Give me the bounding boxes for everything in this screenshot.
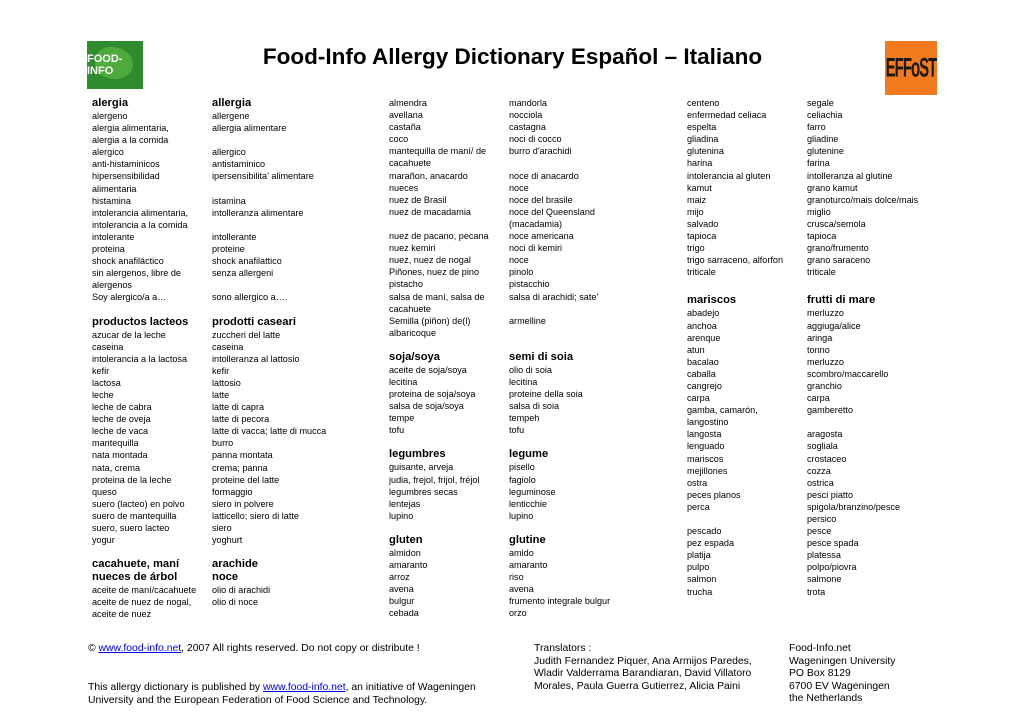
dictionary-entry: peces planos	[687, 489, 741, 500]
dictionary-entry: suero de mantequilla	[92, 510, 177, 521]
dictionary-entry: leche	[92, 389, 114, 400]
dictionary-entry: nuez de Brasil	[389, 194, 447, 205]
dictionary-entry: carpa	[807, 393, 830, 404]
dictionary-entry: leche de vaca	[92, 426, 149, 437]
dictionary-entry: allergico	[212, 147, 246, 158]
dictionary-entry: alergenos	[92, 280, 132, 291]
dictionary-entry: pez espada	[687, 538, 735, 549]
dictionary-entry: glutenine	[807, 146, 844, 157]
dictionary-entry: olio di arachidi	[212, 585, 271, 596]
dictionary-entry: leche de cabra	[92, 402, 152, 413]
dictionary-entry: salsa di soia	[509, 401, 560, 412]
dictionary-entry: glutenina	[687, 146, 724, 157]
address-line: Food-Info.net	[789, 643, 851, 654]
section-spacer	[92, 304, 196, 316]
dictionary-entry: avena	[509, 584, 534, 595]
address-line: Wageningen University	[789, 655, 896, 667]
dictionary-entry: nocciola	[509, 110, 543, 121]
dictionary-entry: aceite de nuez de nogal,	[92, 597, 192, 608]
dictionary-entry: shock anafiláctico	[92, 256, 164, 267]
dictionary-entry: pinolo	[509, 267, 534, 278]
section-spacer	[92, 546, 196, 558]
address-line: PO Box 8129	[789, 668, 851, 679]
food-info-logo	[87, 41, 143, 89]
dictionary-entry: orzo	[509, 608, 527, 619]
dictionary-entry: mariscos	[687, 453, 724, 464]
dictionary-entry: antistaminico	[212, 159, 266, 170]
dictionary-entry: triticale	[687, 267, 716, 278]
dictionary-entry: grano/frumento	[807, 243, 869, 254]
dictionary-entry: farro	[807, 122, 826, 133]
dictionary-entry: alergia a la comida	[92, 135, 169, 146]
dictionary-entry: nuez kemiri	[389, 243, 436, 254]
dictionary-entry: amaranto	[389, 560, 428, 570]
dictionary-entry: noce	[509, 182, 529, 193]
dictionary-entry: Semilla (piñon) de(l)	[389, 315, 471, 326]
dictionary-entry: olio di noce	[212, 597, 259, 608]
dictionary-entry: allergene	[212, 111, 250, 121]
dictionary-entry: pulpo	[687, 562, 710, 573]
dictionary-entry: intolerante	[92, 231, 135, 242]
dictionary-entry: senza allergeni	[212, 268, 274, 279]
dictionary-entry: segale	[807, 98, 834, 108]
dictionary-entry: gamberetto	[807, 405, 854, 416]
dictionary-entry: queso	[92, 486, 117, 497]
dictionary-entry: granchio	[807, 380, 842, 391]
effost-logo	[885, 41, 937, 95]
section-spacer	[389, 339, 489, 351]
dictionary-entry: suero, suero lacteo	[92, 523, 170, 533]
dictionary-entry: sogliala	[807, 441, 838, 452]
dictionary-entry: arroz	[389, 572, 410, 583]
copyright-link[interactable]: www.food-info.net	[98, 643, 182, 654]
dictionary-entry: proteina	[92, 244, 125, 255]
address-block	[789, 643, 895, 706]
dictionary-entry: persico	[807, 514, 837, 524]
section-spacer	[509, 522, 610, 534]
dictionary-entry: merluzzo	[807, 356, 844, 367]
dictionary-entry: pesci piatto	[807, 489, 854, 500]
column-italian-1	[212, 97, 326, 608]
dictionary-entry: scombro/maccarello	[807, 368, 889, 379]
dictionary-entry: pescado	[687, 526, 722, 537]
dictionary-entry: zuccheri del latte	[212, 329, 281, 340]
dictionary-entry: nuez, nuez de nogal	[389, 255, 471, 266]
dictionary-entry: lenticchie	[509, 498, 547, 509]
dictionary-entry: almendra	[389, 98, 427, 108]
dictionary-entry: pesce	[807, 526, 832, 537]
section-heading: cacahuete, maní	[92, 558, 180, 571]
dictionary-entry: anchoa	[687, 320, 717, 331]
dictionary-entry: latte di capra	[212, 402, 265, 413]
address-line: 6700 EV Wageningen	[789, 680, 890, 692]
dictionary-entry: crusca/semola	[807, 218, 866, 229]
dictionary-entry: pistacchio	[509, 279, 550, 290]
dictionary-entry: mandorla	[509, 98, 547, 108]
dictionary-entry: intolerancia a la comida	[92, 219, 188, 230]
copyright-text: , 2007 All rights reserved. Do not copy or distribute !	[181, 643, 420, 654]
dictionary-entry: trigo	[687, 243, 705, 254]
dictionary-entry: (macadamia)	[509, 218, 563, 229]
dictionary-entry: pisello	[509, 462, 535, 473]
food-info-logo-text: FOOD-INFO	[87, 53, 123, 77]
copyright-symbol: ©	[88, 643, 99, 654]
dictionary-entry: atun	[687, 344, 705, 355]
translators-line: Morales, Paula Guerra Gutierrez, Alicia Paini	[534, 680, 741, 692]
section-heading: allergia	[212, 97, 252, 109]
dictionary-entry: cacahuete	[389, 158, 431, 169]
dictionary-entry: siero	[212, 523, 232, 533]
publisher-notice	[88, 682, 476, 707]
dictionary-entry: frumento integrale bulgur	[509, 596, 611, 607]
dictionary-entry: pistacho	[389, 279, 423, 290]
dictionary-entry: sin alergenos, libre de	[92, 268, 181, 279]
page-title: Food-Info Allergy Dictionary Español – Italiano	[262, 44, 763, 69]
dictionary-entry	[212, 134, 326, 146]
dictionary-entry: pesce spada	[807, 538, 859, 549]
translators-label: Translators :	[534, 643, 592, 654]
dictionary-entry: mejillones	[687, 465, 728, 476]
dictionary-entry: platessa	[807, 550, 841, 561]
dictionary-entry: olio di soia	[509, 364, 552, 375]
dictionary-entry	[212, 279, 326, 291]
translators-line: Wladir Valderrama Barandiaran, David Villatoro	[534, 668, 752, 679]
section-heading: gluten	[389, 533, 423, 546]
dictionary-entry: histamina	[92, 195, 131, 206]
dictionary-entry: abadejo	[687, 308, 720, 319]
section-spacer	[212, 546, 326, 558]
section-heading: mariscos	[687, 294, 737, 307]
section-heading: semi di soia	[509, 350, 574, 363]
dictionary-entry: proteine della soia	[509, 389, 583, 400]
dictionary-entry: kefir	[92, 365, 110, 376]
dictionary-entry: formaggio	[212, 486, 253, 497]
dictionary-entry: latticello; siero di latte	[212, 510, 299, 521]
dictionary-entry: latte	[212, 389, 230, 400]
dictionary-entry: granoturco/mais dolce/mais	[807, 194, 919, 205]
dictionary-entry: salsa di arachidi; sate'	[509, 291, 599, 302]
dictionary-entry: crema; panna	[212, 462, 268, 473]
dictionary-entry: lupino	[509, 510, 534, 521]
dictionary-entry: Soy alergico/a a…	[92, 292, 167, 303]
dictionary-entry: salvado	[687, 218, 719, 229]
dictionary-entry: centeno	[687, 98, 720, 108]
dictionary-entry: panna montata	[212, 450, 273, 461]
dictionary-entry: tofu	[509, 425, 525, 436]
dictionary-entry: salmon	[687, 574, 717, 585]
dictionary-entry: allergia alimentare	[212, 123, 287, 134]
dictionary-entry: suero (lacteo) en polvo	[92, 498, 185, 509]
section-spacer	[807, 278, 918, 294]
dictionary-entry: nuez de macadamia	[389, 206, 471, 217]
section-heading: glutine	[509, 533, 546, 546]
dictionary-entry: aringa	[807, 332, 833, 343]
dictionary-entry: avena	[389, 584, 414, 595]
dictionary-entry: Piñones, nuez de pino	[389, 267, 479, 278]
dictionary-entry: mantequilla	[92, 438, 139, 449]
dictionary-entry: merluzzo	[807, 308, 844, 319]
dictionary-entry	[509, 157, 610, 169]
publisher-text-line2: University and the European Federation of Food Science and Technology.	[88, 694, 428, 706]
column-italian-3	[807, 97, 918, 598]
dictionary-entry: leche de oveja	[92, 414, 151, 425]
section-heading: legumbres	[389, 448, 446, 461]
dictionary-entry: legumbres secas	[389, 486, 458, 497]
dictionary-entry: intolerancia a la lactosa	[92, 353, 188, 364]
dictionary-entry: trota	[807, 586, 826, 597]
dictionary-entry: aceite de nuez	[92, 609, 152, 620]
dictionary-entry: ostra	[687, 477, 708, 488]
dictionary-entry: langostino	[687, 417, 729, 428]
dictionary-entry: marañon, anacardo	[389, 170, 468, 181]
dictionary-entry: aceite de soja/soya	[389, 364, 467, 375]
section-heading: frutti di mare	[807, 294, 876, 307]
dictionary-entry: alergia alimentaria,	[92, 123, 169, 134]
dictionary-entry: trigo sarraceno, alforfon	[687, 255, 784, 266]
dictionary-entry: albaricoque	[389, 327, 437, 338]
dictionary-entry: caseina	[212, 341, 244, 352]
dictionary-entry: sono allergico a….	[212, 292, 288, 303]
address-line: the Netherlands	[789, 693, 863, 704]
dictionary-entry: hipersensibilidad	[92, 171, 160, 182]
dictionary-entry: spigola/branzino/pesce	[807, 501, 901, 512]
dictionary-entry: cozza	[807, 465, 831, 476]
dictionary-entry: salsa de soja/soya	[389, 401, 464, 412]
dictionary-entry: alimentaria	[92, 183, 137, 194]
dictionary-entry: noci di cocco	[509, 134, 562, 145]
dictionary-entry: alergeno	[92, 111, 128, 121]
dictionary-entry: aragosta	[807, 429, 843, 440]
dictionary-entry: gamba, camarón,	[687, 405, 758, 416]
dictionary-entry: yoghurt	[212, 535, 243, 546]
dictionary-entry: latte di pecora	[212, 414, 270, 425]
dictionary-entry: noce di anacardo	[509, 170, 579, 181]
column-italian-2	[509, 97, 610, 619]
dictionary-entry: miglio	[807, 206, 831, 217]
dictionary-entry: tapioca	[807, 231, 837, 242]
dictionary-entry: mantequilla de maní/ de	[389, 146, 487, 157]
dictionary-entry: langosta	[687, 429, 722, 440]
dictionary-entry: intolerancia alimentaria,	[92, 207, 189, 218]
dictionary-entry: cacahuete	[389, 303, 431, 314]
section-heading: soja/soya	[389, 350, 440, 363]
dictionary-entry: bacalao	[687, 356, 719, 367]
dictionary-entry: tempeh	[509, 413, 540, 424]
section-heading: alergia	[92, 97, 129, 109]
dictionary-entry: tapioca	[687, 231, 717, 242]
dictionary-entry: maiz	[687, 194, 707, 205]
dictionary-entry: intolleranza al lattosio	[212, 353, 300, 364]
copyright-notice	[88, 643, 420, 656]
dictionary-entry	[212, 183, 326, 195]
publisher-text-start: This allergy dictionary is published by	[88, 682, 263, 693]
dictionary-entry: judia, frejol, frijol, fréjol	[389, 474, 480, 485]
dictionary-entry: carpa	[687, 393, 710, 404]
dictionary-entry: aceite de maní/cacahuete	[92, 585, 197, 596]
dictionary-entry: crostaceo	[807, 453, 847, 464]
dictionary-entry: noci di kemiri	[509, 243, 563, 254]
dictionary-entry: fagiolo	[509, 474, 536, 485]
dictionary-entry: lentejas	[389, 498, 421, 509]
dictionary-entry: farina	[807, 158, 830, 169]
dictionary-entry: nata, crema	[92, 462, 141, 473]
dictionary-entry: riso	[509, 572, 524, 583]
dictionary-entry: cangrejo	[687, 380, 722, 391]
dictionary-entry: celiachia	[807, 110, 843, 121]
dictionary-entry: gliadine	[807, 134, 839, 145]
dictionary-entry: polpo/piovra	[807, 562, 857, 573]
dictionary-entry: triticale	[807, 267, 836, 278]
dictionary-entry: gliadina	[687, 134, 719, 145]
dictionary-entry: grano kamut	[807, 182, 858, 193]
dictionary-entry: platija	[687, 550, 711, 561]
dictionary-entry	[807, 416, 918, 428]
dictionary-entry: proteine	[212, 244, 245, 255]
dictionary-entry: proteina de soja/soya	[389, 389, 476, 400]
dictionary-entry: noce	[509, 255, 529, 266]
dictionary-entry: amaranto	[509, 560, 548, 570]
section-heading: noce	[212, 571, 239, 584]
dictionary-entry: caseina	[92, 341, 124, 352]
dictionary-entry: proteine del latte	[212, 474, 280, 485]
section-spacer	[687, 278, 783, 294]
dictionary-entry: castagna	[509, 122, 546, 133]
dictionary-entry: proteina de la leche	[92, 474, 172, 485]
section-heading: legume	[509, 448, 549, 461]
dictionary-entry: ostrica	[807, 477, 834, 488]
section-spacer	[509, 436, 610, 448]
dictionary-entry: lupino	[389, 510, 414, 521]
dictionary-entry: azucar de la leche	[92, 329, 166, 340]
dictionary-entry: intolleranza al glutine	[807, 170, 893, 181]
dictionary-entry: shock anafilattico	[212, 256, 282, 267]
dictionary-entry	[212, 219, 326, 231]
dictionary-entry	[389, 218, 489, 230]
dictionary-entry: harina	[687, 158, 713, 169]
dictionary-entry: istamina	[212, 195, 246, 206]
dictionary-entry: latte di vacca; latte di mucca	[212, 426, 327, 437]
effost-logo-text: EFFoST	[885, 52, 937, 84]
dictionary-entry: aggiuga/alice	[807, 320, 861, 331]
dictionary-entry: noce del Queensland	[509, 206, 595, 217]
dictionary-entry: castaña	[389, 122, 421, 133]
dictionary-entry: burro	[212, 438, 234, 449]
dictionary-entry: intollerante	[212, 231, 257, 242]
dictionary-entry: salmone	[807, 574, 842, 585]
column-spanish-2	[389, 97, 489, 619]
dictionary-entry: nata montada	[92, 450, 148, 461]
dictionary-entry: lecitina	[389, 376, 418, 387]
dictionary-entry: espelta	[687, 122, 717, 133]
dictionary-entry: bulgur	[389, 596, 415, 607]
dictionary-entry: intolerancia al gluten	[687, 170, 771, 181]
dictionary-entry: mijo	[687, 206, 704, 217]
dictionary-entry	[687, 513, 783, 525]
dictionary-entry: guisante, arveja	[389, 462, 454, 473]
section-spacer	[509, 339, 610, 351]
section-heading: arachide	[212, 558, 259, 571]
dictionary-entry: yogur	[92, 535, 115, 546]
translators-line: Judith Fernandez Piquer, Ana Armijos Paredes,	[534, 655, 752, 667]
dictionary-entry: arenque	[687, 332, 721, 343]
column-spanish-1	[92, 97, 196, 620]
dictionary-entry: avellana	[389, 110, 423, 121]
dictionary-entry: tonno	[807, 344, 830, 355]
dictionary-entry: lactosa	[92, 377, 121, 388]
dictionary-entry: almidon	[389, 547, 421, 558]
section-heading: prodotti caseari	[212, 315, 296, 328]
dictionary-entry: kefir	[212, 365, 230, 376]
dictionary-entry: lecitina	[509, 376, 538, 387]
dictionary-entry: kamut	[687, 182, 712, 193]
dictionary-entry: nueces	[389, 182, 419, 193]
dictionary-entry: nuez de pacano, pecana	[389, 231, 489, 242]
dictionary-entry: leguminose	[509, 486, 556, 497]
dictionary-entry	[509, 303, 610, 315]
dictionary-entry: cebada	[389, 608, 419, 619]
dictionary-entry: burro d'arachidi	[509, 146, 572, 157]
dictionary-entry: armelline	[509, 315, 546, 326]
dictionary-entry: trucha	[687, 586, 713, 597]
section-heading: nueces de árbol	[92, 571, 178, 584]
section-spacer	[212, 304, 326, 316]
section-spacer	[389, 522, 489, 534]
dictionary-entry: anti-histaminicos	[92, 159, 160, 170]
dictionary-entry: salsa de maní, salsa de	[389, 291, 485, 302]
dictionary-entry: siero in polvere	[212, 498, 274, 509]
dictionary-entry: grano saraceno	[807, 255, 871, 266]
dictionary-entry: caballa	[687, 368, 716, 379]
dictionary-entry: alergico	[92, 147, 124, 158]
dictionary-entry: enfermedad celiaca	[687, 110, 767, 121]
dictionary-entry: tempe	[389, 413, 415, 424]
publisher-text-end: , an initiative of Wageningen	[345, 682, 476, 693]
dictionary-entry: amido	[509, 547, 534, 558]
column-spanish-3	[687, 97, 783, 598]
dictionary-entry: noce americana	[509, 231, 574, 242]
dictionary-entry: lenguado	[687, 441, 725, 452]
section-spacer	[389, 436, 489, 448]
dictionary-entry: intolleranza alimentare	[212, 207, 304, 218]
dictionary-entry: lattosio	[212, 377, 241, 388]
dictionary-entry: ipersensibilita' alimentare	[212, 171, 314, 182]
dictionary-entry: perca	[687, 501, 710, 512]
publisher-link[interactable]: www.food-info.net	[263, 682, 346, 693]
section-heading: productos lacteos	[92, 315, 189, 328]
dictionary-entry: coco	[389, 134, 409, 145]
dictionary-entry: tofu	[389, 425, 405, 436]
dictionary-entry: noce del brasile	[509, 194, 573, 205]
dictionary-entry	[509, 327, 610, 339]
translators-block	[534, 643, 752, 693]
